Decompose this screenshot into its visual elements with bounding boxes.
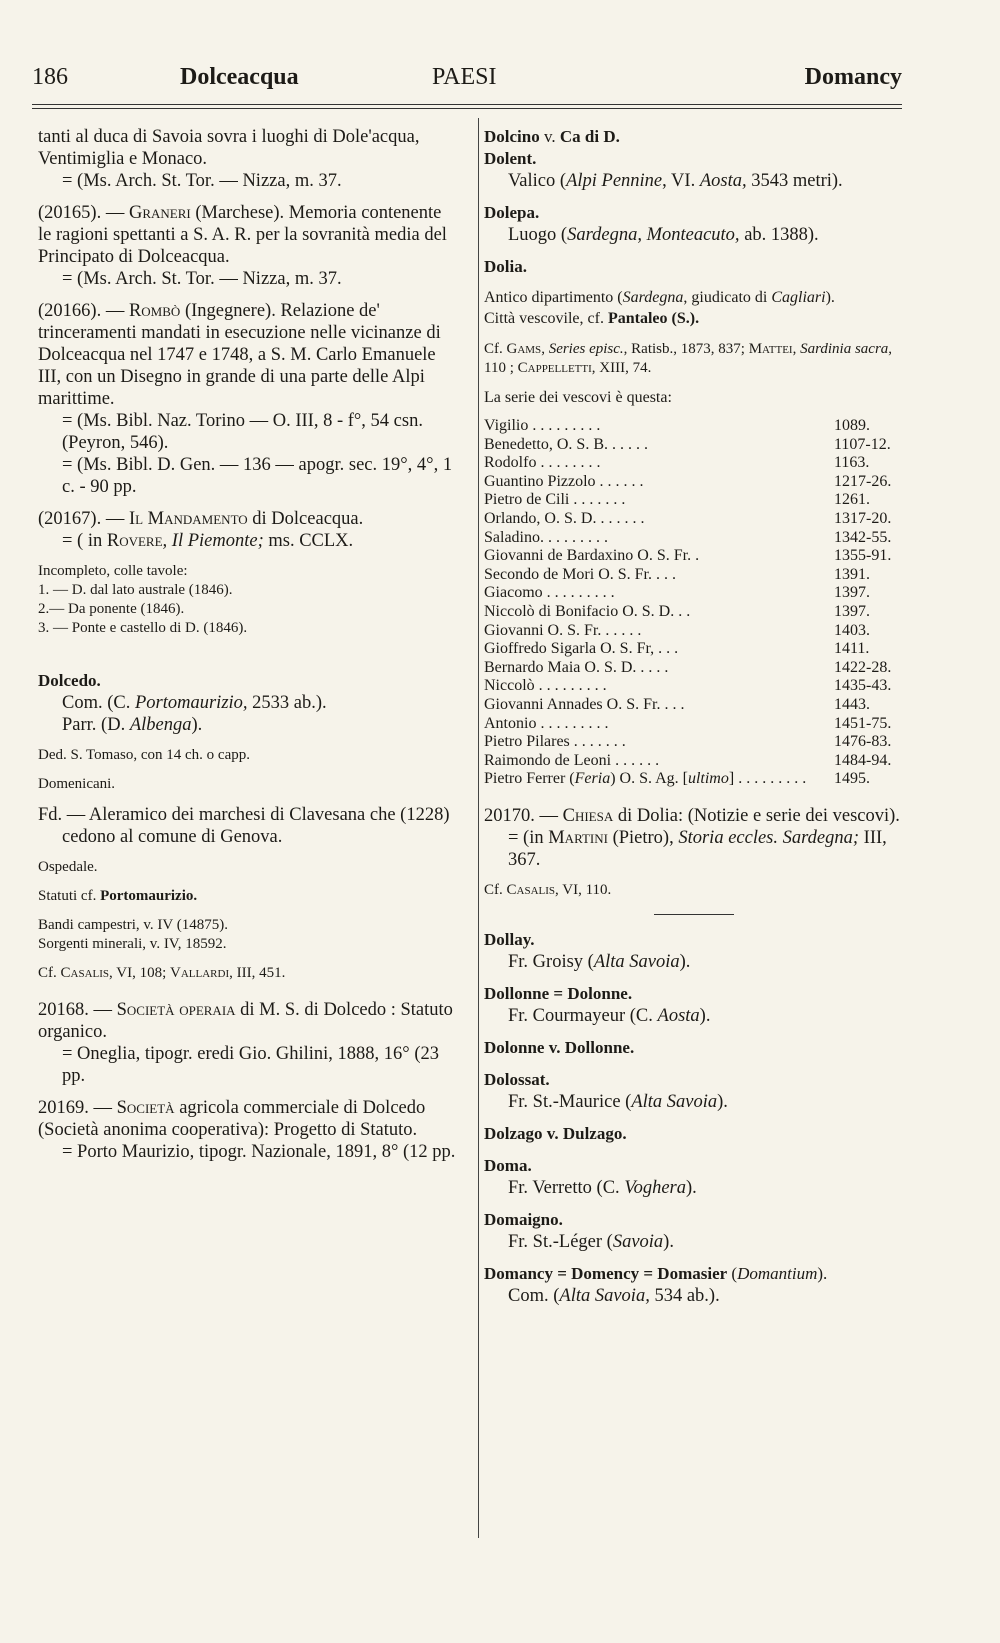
list-item: Giacomo . . . . . . . . . 1397. xyxy=(484,584,870,602)
note: Sorgenti minerali, v. IV, 18592. xyxy=(38,936,227,952)
page-number: 186 xyxy=(32,64,68,90)
list-item: Niccolò di Bonifacio O. S. D. . . 1397. xyxy=(484,602,870,620)
center-running-title: PAESI xyxy=(432,64,497,90)
citation: = (in Martini (Pietro), Storia eccles. Sardegna; III, 367. xyxy=(508,827,887,870)
note: Cf. Gams, Series episc., Ratisb., 1873, 837; Mattei, Sardinia sacra, 110 ; Cappelletti, XIII, 74. xyxy=(484,341,893,376)
entry-heading: Doma. xyxy=(484,1155,532,1175)
entry-20166: (20166). — Rombò (Ingegnere). Relazione de' trinceramenti mandati in esecuzione nelle vicinanze di Dolceacqua nel 1747 e 1748, a S. M. Carlo Emanuele III, con un Disegno in grande di una parte delle Alpi marittime. xyxy=(38,301,441,409)
list-item: Gioffredo Sigarla O. S. Fr, . . . 1411. xyxy=(484,640,870,658)
text-paragraph: tanti al duca di Savoia sovra i luoghi di Dole'acqua, Ventimiglia e Monaco. xyxy=(38,127,420,169)
column-divider xyxy=(478,118,479,1538)
list-item: Raimondo de Leoni . . . . . . 1484-94. xyxy=(484,751,892,769)
entry-heading: Dolepa. xyxy=(484,203,540,222)
text-line: Valico (Alpi Pennine, VI. Aosta, 3543 metri). xyxy=(508,171,843,191)
text-line: Fr. Courmayeur (C. Aosta). xyxy=(508,1005,711,1026)
note: Ded. S. Tomaso, con 14 ch. o capp. xyxy=(38,747,250,763)
list-item: Guantino Pizzolo . . . . . . 1217-26. xyxy=(484,472,892,490)
note: La serie dei vescovi è questa: xyxy=(484,389,672,406)
citation: = (Ms. Arch. St. Tor. — Nizza, m. 37. xyxy=(62,171,342,191)
entry-heading: Dolent. xyxy=(484,149,537,168)
text-line: Com. (C. Portomaurizio, 2533 ab.). xyxy=(62,693,327,713)
entry-heading: Dollonne = Dolonne. xyxy=(484,983,633,1003)
text-line: Com. (Alta Savoia, 534 ab.). xyxy=(508,1285,720,1306)
list-item: Giovanni Annades O. S. Fr. . . . 1443. xyxy=(484,695,870,713)
left-column xyxy=(38,126,458,1163)
note: Cf. Casalis, VI, 108; Vallardi, III, 451. xyxy=(38,965,286,981)
list-item: Vigilio . . . . . . . . . 1089. xyxy=(484,417,870,434)
list-item: Pietro de Cili . . . . . . . 1261. xyxy=(484,491,870,509)
list-item: Giovanni O. S. Fr. . . . . . 1403. xyxy=(484,621,870,639)
entry-20170: 20170. — Chiesa di Dolia: (Notizie e serie dei vescovi). xyxy=(484,805,900,826)
entry-heading: Dollay. xyxy=(484,929,535,949)
entry-heading: Dolcedo. xyxy=(38,671,101,690)
left-running-title: Dolceacqua xyxy=(180,64,299,90)
section-rule xyxy=(654,914,734,915)
text-line: Fr. St.-Léger (Savoia). xyxy=(508,1231,674,1252)
entry-heading: Dolia. xyxy=(484,257,527,276)
note: Ospedale. xyxy=(38,859,98,875)
text-line: Luogo (Sardegna, Monteacuto, ab. 1388). xyxy=(508,225,819,245)
entry-heading: Dolzago v. Dulzago. xyxy=(484,1123,627,1143)
citation: = Oneglia, tipogr. eredi Gio. Ghilini, 1888, 16° (23 pp. xyxy=(62,1044,439,1086)
note: Cf. Casalis, VI, 110. xyxy=(484,881,612,898)
list-item: Antonio . . . . . . . . . 1451-75. xyxy=(484,714,892,732)
list-item: Secondo de Mori O. S. Fr. . . . 1391. xyxy=(484,565,870,583)
list-item: 1. — D. dal lato australe (1846). xyxy=(38,582,233,598)
list-item: 2.— Da ponente (1846). xyxy=(38,601,185,617)
citation: = Porto Maurizio, tipogr. Nazionale, 1891, 8° (12 pp. xyxy=(62,1142,456,1162)
entry-20165: (20165). — Graneri (Marchese). Memoria contenente le ragioni spettanti a S. A. R. per la sovranità media del Principato di Dolceacqua. xyxy=(38,203,447,267)
header-rule-2 xyxy=(32,108,902,109)
entry-heading: Dolonne v. Dollonne. xyxy=(484,1037,635,1057)
entry-heading: Domaigno. xyxy=(484,1209,563,1229)
note: Incompleto, colle tavole: xyxy=(38,563,188,579)
citation: = (Ms. Arch. St. Tor. — Nizza, m. 37. xyxy=(62,269,342,289)
list-item: Saladino. . . . . . . . . 1342-55. xyxy=(484,528,892,546)
list-item: Niccolò . . . . . . . . . 1435-43. xyxy=(484,677,892,695)
note: Statuti cf. Portomaurizio. xyxy=(38,888,198,904)
note: Antico dipartimento (Sardegna, giudicato di Cagliari). xyxy=(484,289,835,306)
note: Domenicani. xyxy=(38,776,116,792)
list-item: Pietro Ferrer (Feria) O. S. Ag. [ultimo] . . . . . . . . . 1495. xyxy=(484,770,870,788)
entry-heading: Dolcino v. Ca di D. xyxy=(484,127,620,146)
right-running-title: Domancy xyxy=(804,64,902,90)
list-item: 3. — Ponte e castello di D. (1846). xyxy=(38,620,248,636)
bishop-list xyxy=(484,417,914,789)
text-line: Fr. Verretto (C. Voghera). xyxy=(508,1177,697,1198)
list-item: Rodolfo . . . . . . . . 1163. xyxy=(484,454,870,472)
list-item: Benedetto, O. S. B. . . . . . 1107-12. xyxy=(484,435,891,453)
text-line: Fr. Groisy (Alta Savoia). xyxy=(508,951,691,972)
entry-20168: 20168. — Società operaia di M. S. di Dolcedo : Statuto organico. xyxy=(38,1000,453,1042)
text-line: Fr. St.-Maurice (Alta Savoia). xyxy=(508,1091,728,1112)
note: Città vescovile, cf. Pantaleo (S.). xyxy=(484,310,700,327)
entry-20169: 20169. — Società agricola commerciale di Dolcedo (Società anonima cooperativa): Progetto di Statuto. xyxy=(38,1098,426,1140)
note: Bandi campestri, v. IV (14875). xyxy=(38,917,228,933)
citation: = (Ms. Bibl. D. Gen. — 136 — apogr. sec. 19°, 4°, 1 c. - 90 pp. xyxy=(62,455,453,497)
header-rule xyxy=(32,104,902,105)
text-paragraph: Fd. — Aleramico dei marchesi di Clavesana che (1228) cedono al comune di Genova. xyxy=(38,805,450,847)
right-column xyxy=(484,126,914,1307)
text-line: Parr. (D. Albenga). xyxy=(62,715,203,735)
page-header xyxy=(32,60,902,100)
list-item: Bernardo Maia O. S. D. . . . . 1422-28. xyxy=(484,658,892,676)
citation: = (Ms. Bibl. Naz. Torino — O. III, 8 - f°, 54 csn. (Peyron, 546). xyxy=(62,411,423,453)
entry-20167: (20167). — Il Mandamento di Dolceacqua. xyxy=(38,509,364,529)
list-item: Pietro Pilares . . . . . . . 1476-83. xyxy=(484,733,892,751)
entry-heading: Domancy = Domency = Domasier (Domantium). xyxy=(484,1263,828,1283)
entry-heading: Dolossat. xyxy=(484,1069,550,1089)
citation: = ( in Rovere, Il Piemonte; ms. CCLX. xyxy=(62,531,354,551)
list-item: Giovanni de Bardaxino O. S. Fr. . 1355-91. xyxy=(484,547,892,565)
list-item: Orlando, O. S. D. . . . . . . 1317-20. xyxy=(484,509,892,527)
